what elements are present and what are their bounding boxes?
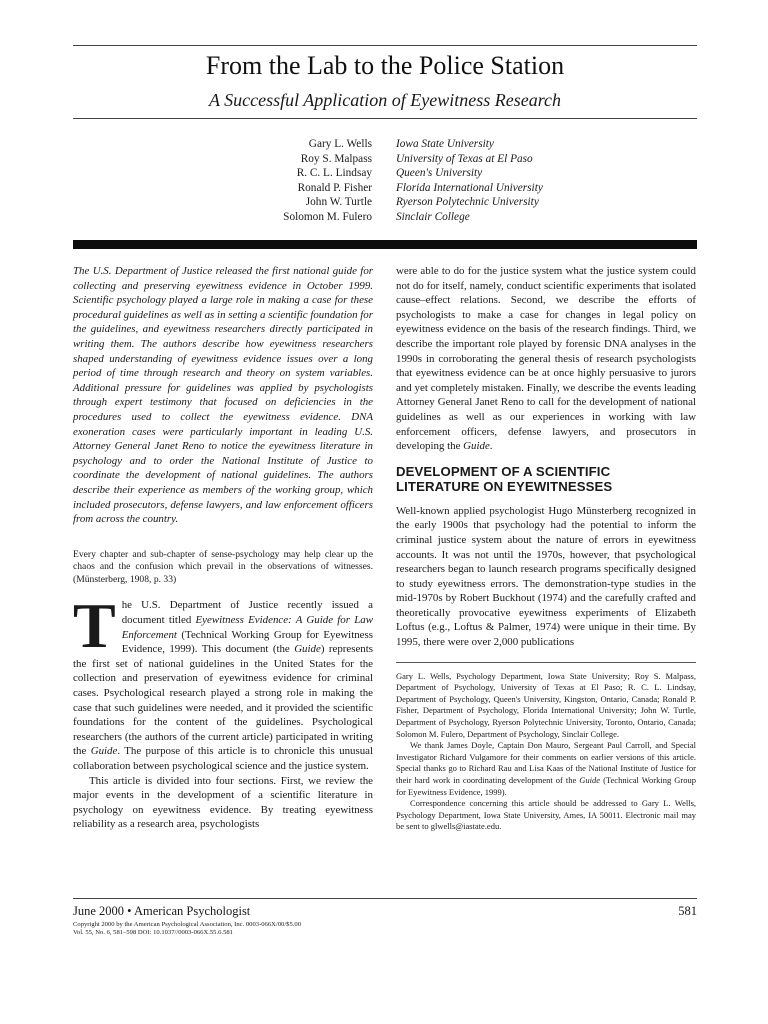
guide-title: Eyewitness Evidence: A Guide for Law Enforcement bbox=[121, 614, 374, 641]
author-affiliation: Florida International University bbox=[396, 181, 543, 194]
author-affiliation: Sinclair College bbox=[396, 210, 470, 223]
guide-ref: Guide bbox=[579, 775, 601, 785]
author-names bbox=[200, 137, 372, 225]
author-name: Roy S. Malpass bbox=[300, 152, 372, 165]
page-number: 581 bbox=[678, 904, 697, 918]
footnote-rule bbox=[396, 662, 696, 663]
author-name: R. C. L. Lindsay bbox=[296, 167, 372, 180]
author-affiliations bbox=[396, 137, 656, 225]
text-run: were able to do for the justice system what the justice system could not do for itself, namely, conduct scientific experiments that isolated cause–effect relations. Second, we describe the efforts of psychologists to make a case for changes in legal policy on eyewitness evidence on the basis of the research findings. Third, we describe the important role played by forensic DNA analyses in the 1990s in corroborating the general thesis of research psychologists that eyewitness evidence can be at once highly persuasive to jurors and yet completely mistaken. Finally, we describe the events leading Attorney General Janet Reno to call for the development of national guidelines as well as our experiences in working with law enforcement officers, defense lawyers, and prosecutors in developing the bbox=[396, 265, 696, 453]
abstract: The U.S. Department of Justice released the first national guide for collecting and preserving eyewitness evidence in October 1999. Scientific psychology played a large role in making a case for these procedural guidelines as well as in setting a scientific foundation for the guidelines, and eyewitness researchers directly participated in writing them. The authors describe how eyewitness researchers shaped understanding of eyewitness evidence issues over a long period of time through research and theory on system variables. Additional pressure for guidelines was applied by psychologists through expert testimony that focused on deficiencies in the procedures used to collect the eyewitness evidence. DNA exoneration cases were particularly important in leading U.S. Attorney General Janet Reno to notice the eyewitness literature in psychology and to order the National Institute of Justice to coordinate the development of national guidelines. The authors describe their experience as members of the working group, which included prosecutors, defense lawyers, and law enforcement officers from across the country. bbox=[73, 265, 373, 526]
right-paragraph-1 bbox=[396, 264, 696, 454]
article-title: From the Lab to the Police Station bbox=[205, 51, 565, 80]
left-column bbox=[73, 264, 373, 832]
drop-cap: T bbox=[73, 590, 116, 662]
header-rule-bottom bbox=[73, 118, 697, 119]
author-name: Solomon M. Fulero bbox=[283, 210, 372, 223]
guide-ref: Guide bbox=[463, 440, 490, 453]
intro-paragraph-2: This article is divided into four sections. First, we review the major events in the development of a scientific literature in psychology on eyewitness evidence. By treating eyewitness reliability as a research area, psychologists bbox=[73, 774, 373, 831]
text-run: ) represents the first set of national guidelines in the United States for the collection and preservation of eyewitness evidence for criminal cases. Psychological research played a strong role in making the case that such guidelines were needed, and it provided the scientific foundations for the content of the guidelines. Psychological researchers (the authors of the current article) participated in writing the bbox=[73, 643, 374, 758]
text-run: (Technical Working Group for Eyewitness Evidence, 1999). This document (the bbox=[121, 628, 373, 656]
right-column bbox=[396, 264, 696, 833]
author-affiliation: University of Texas at El Paso bbox=[396, 152, 533, 165]
text-run: he U.S. Department of Justice recently issued a document titled bbox=[121, 599, 373, 627]
epigraph: Every chapter and sub-chapter of sense-psychology may help clear up the chaos and the confusion which prevail in the observations of witnesses. (Münsterberg, 1908, p. 33) bbox=[73, 548, 373, 585]
author-affiliation: Iowa State University bbox=[396, 138, 494, 150]
text-run: We thank James Doyle, Captain Don Mauro, Sergeant Paul Carroll, and Special Investigator Richard Vulgamore for their comments on earlier versions of this article. Special thanks go to Richard Rau and Lisa Kaas of the National Institute of Justice for their hard work in coordinating development of the bbox=[396, 740, 696, 785]
section-body bbox=[396, 504, 696, 650]
footnote-correspondence: Correspondence concerning this article should be addressed to Gary L. Wells, Psychology Department, Iowa State University, Ames, IA 50011. Electronic mail may be sent to glwells@iastate.edu. bbox=[396, 798, 696, 832]
guide-ref: Guide bbox=[90, 745, 118, 758]
author-name: Gary L. Wells bbox=[308, 138, 372, 150]
copyright-line: Vol. 55, No. 6, 581–598 DOI: 10.1037//0003-066X.55.6.581 bbox=[73, 929, 233, 936]
text-run: (Technical Working Group for Eyewitness Evidence, 1999). bbox=[396, 775, 696, 797]
guide-ref: Guide bbox=[294, 643, 321, 656]
copyright-block bbox=[73, 921, 301, 937]
footnote-affiliations: Gary L. Wells, Psychology Department, Iowa State University; Roy S. Malpass, Department of Psychology, University of Texas at El Paso; R. C. L. Lindsay, Department of Psychology, Queen's University, Kingston, Ontario, Canada; Ronald P. Fisher, Department of Psychology, Florida International University; John W. Turtle, Department of Psychology, Ryerson Polytechnic University, Toronto, Ontario, Canada; Solomon M. Fulero, Department of Psychology, Sinclair College. bbox=[396, 670, 696, 739]
section-paragraph-1: Well-known applied psychologist Hugo Münsterberg recognized in the early 1900s that psychology had the potential to inform the criminal justice system about the nature of errors in eyewitness accounts. It was not until the 1970s, however, that psychological researchers began to launch research programs specifically designed to study eyewitness errors. The demonstration-type studies in the mid-1970s by Robert Buckhout (1974) and the carefully crafted and theoretically provocative eyewitness experiments of Elizabeth Loftus (e.g., Loftus & Palmer, 1974) were unique in their time. By 1995, there were over 2,000 publications bbox=[396, 504, 696, 649]
author-name: Ronald P. Fisher bbox=[297, 181, 372, 194]
author-affiliation: Queen's University bbox=[396, 167, 483, 180]
article-subtitle: A Successful Application of Eyewitness Research bbox=[208, 90, 562, 110]
intro-paragraph-1 bbox=[73, 590, 374, 773]
header-rule-top bbox=[73, 45, 697, 46]
intro-section bbox=[73, 590, 374, 832]
footer-rule bbox=[73, 898, 697, 899]
author-name: John W. Turtle bbox=[305, 196, 372, 209]
text-run: . bbox=[489, 440, 493, 453]
section-heading: DEVELOPMENT OF A SCIENTIFIC LITERATURE ON EYEWITNESSES bbox=[396, 463, 613, 494]
author-affiliation: Ryerson Polytechnic University bbox=[396, 196, 539, 209]
header-black-bar bbox=[73, 240, 697, 249]
journal-info: June 2000 • American Psychologist bbox=[73, 904, 251, 918]
text-run: . The purpose of this article is to chronicle this unusual collaboration between psychological science and the justice system. bbox=[73, 745, 374, 772]
footnote-thanks bbox=[396, 740, 696, 798]
right-body bbox=[396, 264, 696, 454]
copyright-line: Copyright 2000 by the American Psychological Association, Inc. 0003-066X/00/$5.00 bbox=[73, 921, 302, 928]
